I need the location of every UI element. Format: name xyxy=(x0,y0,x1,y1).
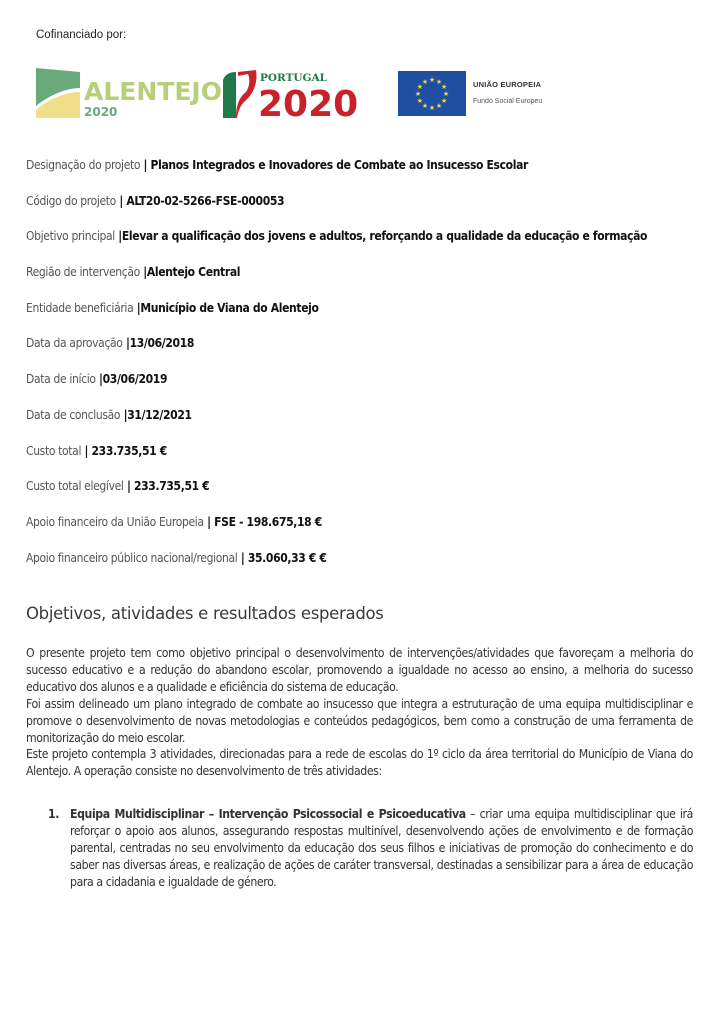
field-label: Código do projeto xyxy=(26,193,116,208)
field-label: Custo total elegível xyxy=(26,479,124,494)
field-separator: | xyxy=(114,229,122,244)
eu-fse-logo xyxy=(398,71,558,117)
field-row xyxy=(26,336,716,372)
field-row xyxy=(26,515,716,551)
field-value: 13/06/2018 xyxy=(129,336,195,351)
activity-text: criar uma equipa multidisciplinar que irá reforçar o apoio aos alunos, assegurando respostas multinível, desenvolvendo ações de envolvimento e de formação parental, centradas no seu envolvimento da educação dos seus filhos e iniciativas de promoção do conhecimento e do saber nas diversas áreas, e realização de ações de caráter transversal, destinadas a sensibilizar para a área de educação para a cidadania e igualdade de género. xyxy=(70,807,693,889)
field-label: Data de conclusão xyxy=(26,407,121,422)
field-value: 35.060,33 € € xyxy=(247,550,327,565)
paragraph: O presente projeto tem como objetivo principal o desenvolvimento de intervenções/atividades que favoreçam a melhoria do sucesso educativo e a redução do abandono escolar, promovendo a igualdade no acesso ao ensino, a melhoria do sucesso educativo dos alunos e a qualidade e eficiência do sistema de educação. xyxy=(26,646,693,694)
field-separator: | xyxy=(123,479,134,494)
field-value: ALT20-02-5266-FSE-000053 xyxy=(126,193,285,208)
eu-star-icon: ★ xyxy=(440,98,448,105)
field-separator: | xyxy=(203,514,215,529)
field-row xyxy=(26,551,716,587)
eu-star-icon: ★ xyxy=(416,84,424,91)
section-title: Objetivos, atividades e resultados esperados xyxy=(26,604,384,623)
field-separator: | xyxy=(237,550,248,565)
activities-list xyxy=(48,806,693,891)
field-row xyxy=(26,301,716,337)
field-value: Elevar a qualificação dos jovens e adultos, reforçando a qualidade da educação e formação xyxy=(121,229,648,244)
field-separator: | xyxy=(122,336,130,351)
field-separator: | xyxy=(120,407,128,422)
field-row xyxy=(26,229,716,265)
eu-star-icon: ★ xyxy=(442,91,450,98)
portugal-wordmark: PORTUGAL xyxy=(260,72,328,84)
eu-star-icon: ★ xyxy=(421,103,429,111)
portugal-flag-icon xyxy=(220,68,380,125)
eu-star-icon: ★ xyxy=(435,78,443,86)
field-value: 31/12/2021 xyxy=(127,407,192,422)
field-value: Município de Viana do Alentejo xyxy=(140,300,319,315)
field-value: Alentejo Central xyxy=(146,265,241,280)
alentejo-wordmark: ALENTEJO xyxy=(84,77,222,106)
activity-dash: – xyxy=(465,807,480,821)
portugal-year: 2020 xyxy=(258,84,359,125)
paragraph: Este projeto contempla 3 atividades, direcionadas para a rede de escolas do 1º ciclo da área territorial do Município de Viana do Alentejo. A operação consiste no desenvolvimento de três atividades: xyxy=(26,747,693,779)
field-separator: | xyxy=(95,372,103,387)
field-label: Entidade beneficiária xyxy=(26,300,134,315)
field-separator: | xyxy=(81,443,92,458)
field-label: Data de início xyxy=(26,372,96,387)
alentejo-year: 2020 xyxy=(84,105,118,119)
portugal-2020-logo xyxy=(220,68,380,125)
list-item xyxy=(48,806,693,891)
field-separator: | xyxy=(133,300,141,315)
field-separator: | xyxy=(139,265,147,280)
field-label: Objetivo principal xyxy=(26,229,115,244)
paragraph: Foi assim delineado um plano integrado de combate ao insucesso que integra a estruturação de uma equipa multidisciplinar e promove o desenvolvimento de novas metodologias e conteúdos pedagógicos, bem como a construção de uma ferramenta de monitorização do meio escolar. xyxy=(26,696,693,745)
field-value: Planos Integrados e Inovadores de Combate ao Insucesso Escolar xyxy=(150,158,528,172)
eu-star-icon: ★ xyxy=(428,105,436,112)
eu-star-icon: ★ xyxy=(416,98,424,105)
field-value: 03/06/2019 xyxy=(102,372,168,387)
section-body xyxy=(26,645,693,780)
list-item-number: 1. xyxy=(48,807,59,821)
field-label: Data da aprovação xyxy=(26,336,123,351)
field-value: 233.735,51 € xyxy=(91,443,167,458)
field-separator: | xyxy=(115,193,127,208)
alentejo-wave-icon xyxy=(36,66,222,120)
eu-flag-icon xyxy=(398,71,466,116)
alentejo-2020-logo xyxy=(36,66,222,120)
eu-star-icon: ★ xyxy=(440,84,448,91)
field-label: Apoio financeiro público nacional/regional xyxy=(26,550,238,565)
field-row xyxy=(26,194,716,230)
field-label: Custo total xyxy=(26,443,82,458)
eu-star-icon: ★ xyxy=(414,91,422,98)
field-separator: | xyxy=(140,158,151,172)
project-fields xyxy=(26,158,716,586)
field-row xyxy=(26,408,716,444)
cofinanced-by-label: Cofinanciado por: xyxy=(36,29,127,41)
field-row xyxy=(26,479,716,515)
field-label: Apoio financeiro da União Europeia xyxy=(26,514,204,529)
field-label: Designação do projeto xyxy=(26,158,141,172)
field-value: 233.735,51 € xyxy=(133,479,210,494)
eu-star-icon: ★ xyxy=(428,77,436,84)
eu-title: UNIÃO EUROPEIA xyxy=(473,80,542,89)
field-row xyxy=(26,265,716,301)
field-label: Região de intervenção xyxy=(26,265,140,280)
eu-subtitle: Fundo Social Europeu xyxy=(473,98,543,105)
field-row xyxy=(26,158,716,194)
activity-title: Equipa Multidisciplinar – Intervenção Psicossocial e Psicoeducativa xyxy=(70,807,466,821)
field-value: FSE - 198.675,18 € xyxy=(214,514,322,529)
eu-star-icon: ★ xyxy=(435,103,443,111)
field-row xyxy=(26,444,716,480)
field-row xyxy=(26,372,716,408)
eu-star-icon: ★ xyxy=(421,78,429,86)
